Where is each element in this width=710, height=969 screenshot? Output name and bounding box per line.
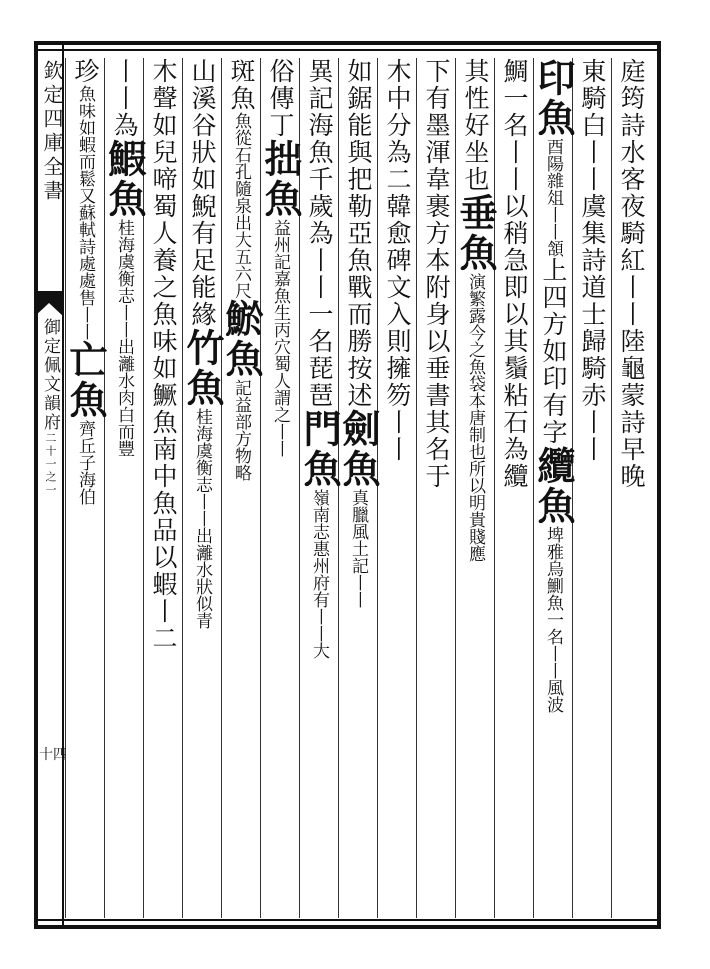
page-number: 十四 (39, 747, 67, 763)
column-text (63, 58, 108, 914)
entry-text: 丨丨為 (110, 58, 139, 139)
entry-text: 齊丘子海伯 (75, 420, 95, 505)
entry-text: 嶺南志惠州府有丨丨大 (309, 489, 329, 659)
entry-text: 上四方如印有字 (539, 257, 568, 446)
entry-heading: 拙魚 (258, 139, 303, 219)
text-column (531, 58, 576, 918)
column-text: 木聲如兒啼蜀人養之魚味如鱖魚南中魚品以蝦丨二 (149, 58, 178, 652)
entry-heading: 印魚 (531, 58, 576, 138)
entry-text: 記益部方物略 (231, 379, 251, 481)
entry-text: 酉陽雜俎丨丨頷 (543, 138, 563, 257)
entry-text: 益州記嘉魚生丙穴蜀人謂之丨丨 (270, 219, 290, 457)
text-column (494, 58, 532, 918)
text-column (377, 58, 415, 918)
text-column (180, 58, 225, 918)
volume-title (38, 318, 63, 497)
column-text (219, 58, 264, 914)
column-text: 庭筠詩水客夜騎紅丨丨陸龜蒙詩早晚 (617, 58, 646, 490)
column-text: 木中分為二韓愈碑文入則擁笏丨丨 (383, 58, 412, 463)
entry-heading: 亡魚 (63, 340, 108, 420)
text-column (297, 58, 342, 918)
column-text: 鯛一名丨丨以稍急即以其鬚粘石為纜 (500, 58, 529, 490)
text-column (143, 58, 181, 918)
text-column (453, 58, 498, 918)
text-column (63, 58, 108, 918)
text-column (336, 58, 381, 918)
entry-heading: 門魚 (297, 409, 342, 489)
entry-text: 真臘風土記丨丨 (348, 489, 368, 608)
volume-title-text: 御定佩文韻府 (40, 318, 60, 432)
entry-text: 桂海虞衡志丨丨出灕水肉白而豐 (114, 219, 134, 457)
text-column (258, 58, 303, 918)
text-column (611, 58, 649, 918)
entry-text: 其性好坐也 (461, 58, 490, 193)
volume-subtitle-mark: 二十一之一 (44, 432, 57, 497)
entry-heading: 纜魚 (531, 446, 576, 526)
text-column (219, 58, 264, 918)
text-column (102, 58, 147, 918)
column-text (531, 58, 576, 914)
entry-text: 俗傳丁 (266, 58, 295, 139)
entry-text: 異記海魚千歲為丨丨一名琵琶 (305, 58, 334, 409)
entry-heading: 垂魚 (453, 193, 498, 273)
entry-heading: 劍魚 (336, 409, 381, 489)
entry-heading: 鰕魚 (102, 139, 147, 219)
entry-text: 山溪谷狀如鯢有足能緣 (188, 58, 217, 328)
column-text (453, 58, 498, 914)
top-rule (34, 49, 661, 51)
entry-text: 珍 (71, 58, 100, 85)
column-text: 下有墨渾韋裹方本附身以垂書其名于 (422, 58, 451, 490)
entry-text: 桂海虞衡志丨丨出灕水狀似青 (192, 408, 212, 629)
column-text (258, 58, 303, 914)
entry-text: 埤雅烏鰂魚一名丨丨風波 (543, 526, 563, 713)
entry-heading: 竹魚 (180, 328, 225, 408)
column-text (336, 58, 381, 914)
entry-text: 如鋸能與把勒亞魚戰而勝按述 (344, 58, 373, 409)
entry-text: 魚味如蝦而鬆又蘇軾詩處處售丨丨 (75, 85, 95, 340)
book-title: 欽定四庫全書 (40, 60, 64, 204)
column-text (297, 58, 342, 914)
entry-text: 演繁露今之魚袋本唐制也所以明貴賤應 (465, 273, 485, 562)
text-column (416, 58, 454, 918)
fishtail-mark (34, 291, 64, 317)
column-text (102, 58, 147, 914)
entry-text: 魚從石孔隨泉出大五六尺 (231, 112, 251, 299)
column-text: 東騎白丨丨虞集詩道士歸騎赤丨丨 (578, 58, 607, 463)
entry-heading: 鯲魚 (219, 299, 264, 379)
column-text (180, 58, 225, 914)
entry-text: 斑魚 (227, 58, 256, 112)
bottom-rule (34, 919, 661, 921)
text-column (572, 58, 610, 918)
